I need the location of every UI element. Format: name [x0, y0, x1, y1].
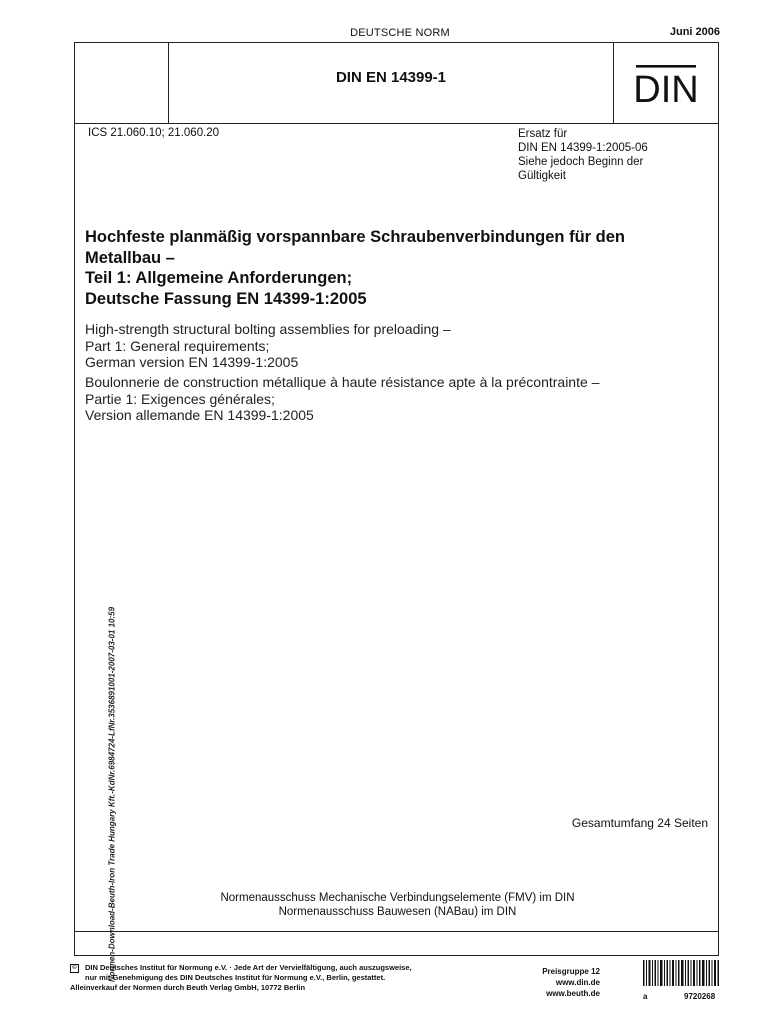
price-group: Preisgruppe 12: [542, 967, 600, 976]
german-title-line: Teil 1: Allgemeine Anforderungen;: [85, 269, 353, 287]
barcode-letter: a: [643, 992, 648, 1001]
replacement-line: Ersatz für: [518, 128, 568, 140]
committees: [150, 892, 645, 919]
barcode-number: 9720268: [684, 992, 716, 1001]
barcode-icon: [643, 960, 719, 986]
beuth-url-link[interactable]: www.beuth.de: [546, 989, 600, 998]
german-title-line: Metallbau –: [85, 248, 175, 267]
frame-bottom-divider: [74, 931, 719, 932]
copyright-line: DIN Deutsches Institut für Normung e.V. · Jede Art der Vervielfältigung, auch auszugsweise,: [85, 963, 412, 972]
french-title-line: Version allemande EN 14399-1:2005: [85, 407, 314, 423]
page-count: Gesamtumfang 24 Seiten: [571, 816, 708, 830]
din-logo-text: DIN: [633, 69, 699, 111]
standard-number: DIN EN 14399-1: [335, 69, 447, 86]
english-title-line: German version EN 14399-1:2005: [85, 354, 299, 370]
copyright-notice: [70, 963, 500, 993]
replacement-note: [518, 127, 648, 183]
copyright-line: Alleinverkauf der Normen durch Beuth Verlag GmbH, 10772 Berlin: [70, 983, 306, 992]
standard-type-label: DEUTSCHE NORM: [350, 27, 450, 39]
committee-line: Normenausschuss Mechanische Verbindungselemente (FMV) im DIN: [220, 892, 575, 904]
german-title-line: Hochfeste planmäßig vorspannbare Schraubenverbindungen für den: [85, 228, 626, 246]
french-title-line: Partie 1: Exigences générales;: [85, 390, 275, 407]
english-title-line: High-strength structural bolting assemblies for preloading –: [85, 321, 451, 337]
din-url-link[interactable]: www.din.de: [555, 978, 600, 987]
english-title-line: Part 1: General requirements;: [85, 337, 270, 354]
french-title: [85, 374, 725, 424]
replacement-line: DIN EN 14399-1:2005-06: [518, 142, 648, 154]
publication-date: Juni 2006: [669, 26, 720, 38]
title-left-box: [75, 43, 169, 123]
english-title: [85, 321, 705, 371]
replacement-line: Gültigkeit: [518, 170, 566, 182]
committee-line: Normenausschuss Bauwesen (NABau) im DIN: [278, 905, 517, 918]
ics-classification: ICS 21.060.10; 21.060.20: [88, 127, 220, 139]
copyright-line: nur mit Genehmigung des DIN Deutsches Institut für Normung e.V., Berlin, gestattet.: [85, 973, 386, 982]
german-title: [85, 227, 695, 309]
replacement-line: Siehe jedoch Beginn der: [518, 156, 644, 168]
din-logo-icon: [630, 57, 702, 111]
din-logo-box: [613, 43, 718, 123]
download-watermark: Normen-Download-Beuth-Iron Trade Hungary Kft.-KdNr.6984724-LfNr.3536891001-2007-03-01 10:59: [107, 606, 117, 983]
copyright-icon: ©: [70, 964, 79, 973]
french-title-line: Boulonnerie de construction métallique à haute résistance apte à la précontrainte –: [85, 374, 600, 390]
title-row: [75, 43, 718, 124]
german-title-line: Deutsche Fassung EN 14399-1:2005: [85, 289, 367, 308]
price-block: [530, 966, 600, 999]
